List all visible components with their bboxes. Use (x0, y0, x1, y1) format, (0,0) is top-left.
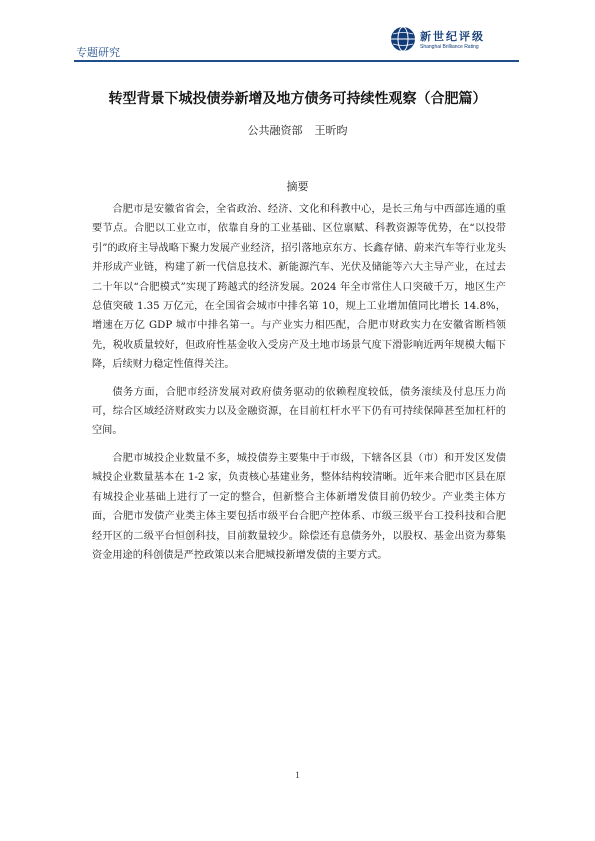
abstract-body (92, 200, 506, 573)
paragraph: 合肥市城投企业数量不多，城投债券主要集中于市级，下辖各区县（市）和开发区发债城投企业数量基本在 1-2 家，负责核心基建业务，整体结构较清晰。近年来合肥市区县在原有城投企业基础上进行了一定的整合，但新整合主体新增发债目前仍较少。产业类主体方面，合肥市发债产业类主体主要包括市级平台合肥产控体系、市级三级平台工投科技和合肥经开区的二级平台恒创科技，目前数量较少。除偿还有息债务外，以股权、基金出资为募集资金用途的科创债是严控政策以来合肥城投新增发债的主要方式。 (92, 452, 506, 561)
author: 王昕昀 (314, 124, 348, 137)
article-title: 转型背景下城投债券新增及地方债务可持续性观察（合肥篇） (108, 91, 487, 107)
abstract-heading: 摘要 (286, 180, 309, 193)
logo-english-name: Shanghai Brilliance Rating (420, 44, 479, 50)
paragraph: 债务方面，合肥市经济发展对政府债务驱动的依赖程度较低，债务滚续及付息压力尚可，综合区域经济财政实力以及金融资源，在目前杠杆水平下仍有可持续保障甚至加杠杆的空间。 (92, 386, 506, 437)
page-number: 1 (295, 770, 300, 780)
logo-chinese-name: 新世纪评级 (420, 30, 485, 43)
department: 公共融资部 (247, 124, 303, 137)
page-header (0, 0, 595, 62)
globe-logo-icon (390, 26, 416, 52)
paragraph: 合肥市是安徽省省会，全省政治、经济、文化和科教中心，是长三角与中西部连通的重要节点。合肥以工业立市，依靠自身的工业基础、区位禀赋、科教资源等优势，在“以投带引”的政府主导战略下聚力发展产业经济，招引落地京东方、长鑫存储、蔚来汽车等行业龙头并形成产业链，构建了新一代信息技术、新能源汽车、光伏及储能等六大主导产业，在过去二十年以“合肥模式”实现了跨越式的经济发展。2024 年全市常住人口突破千万，地区生产总值突破 1.35 万亿元，在全国省会城市中排名第 10，规上工业增加值同比增长 14.8%，增速在万亿 GDP 城市中排名第一。与产业实力相匹配，合肥市财政实力在安徽省断档领先，税收质量较好，但政府性基金收入受房产及土地市场景气度下滑影响近两年规模大幅下降，后续财力稳定性值得关注。 (92, 204, 506, 371)
header-divider (74, 60, 519, 62)
byline (60, 122, 535, 138)
section-label: 专题研究 (76, 46, 120, 59)
company-logo (390, 26, 520, 56)
